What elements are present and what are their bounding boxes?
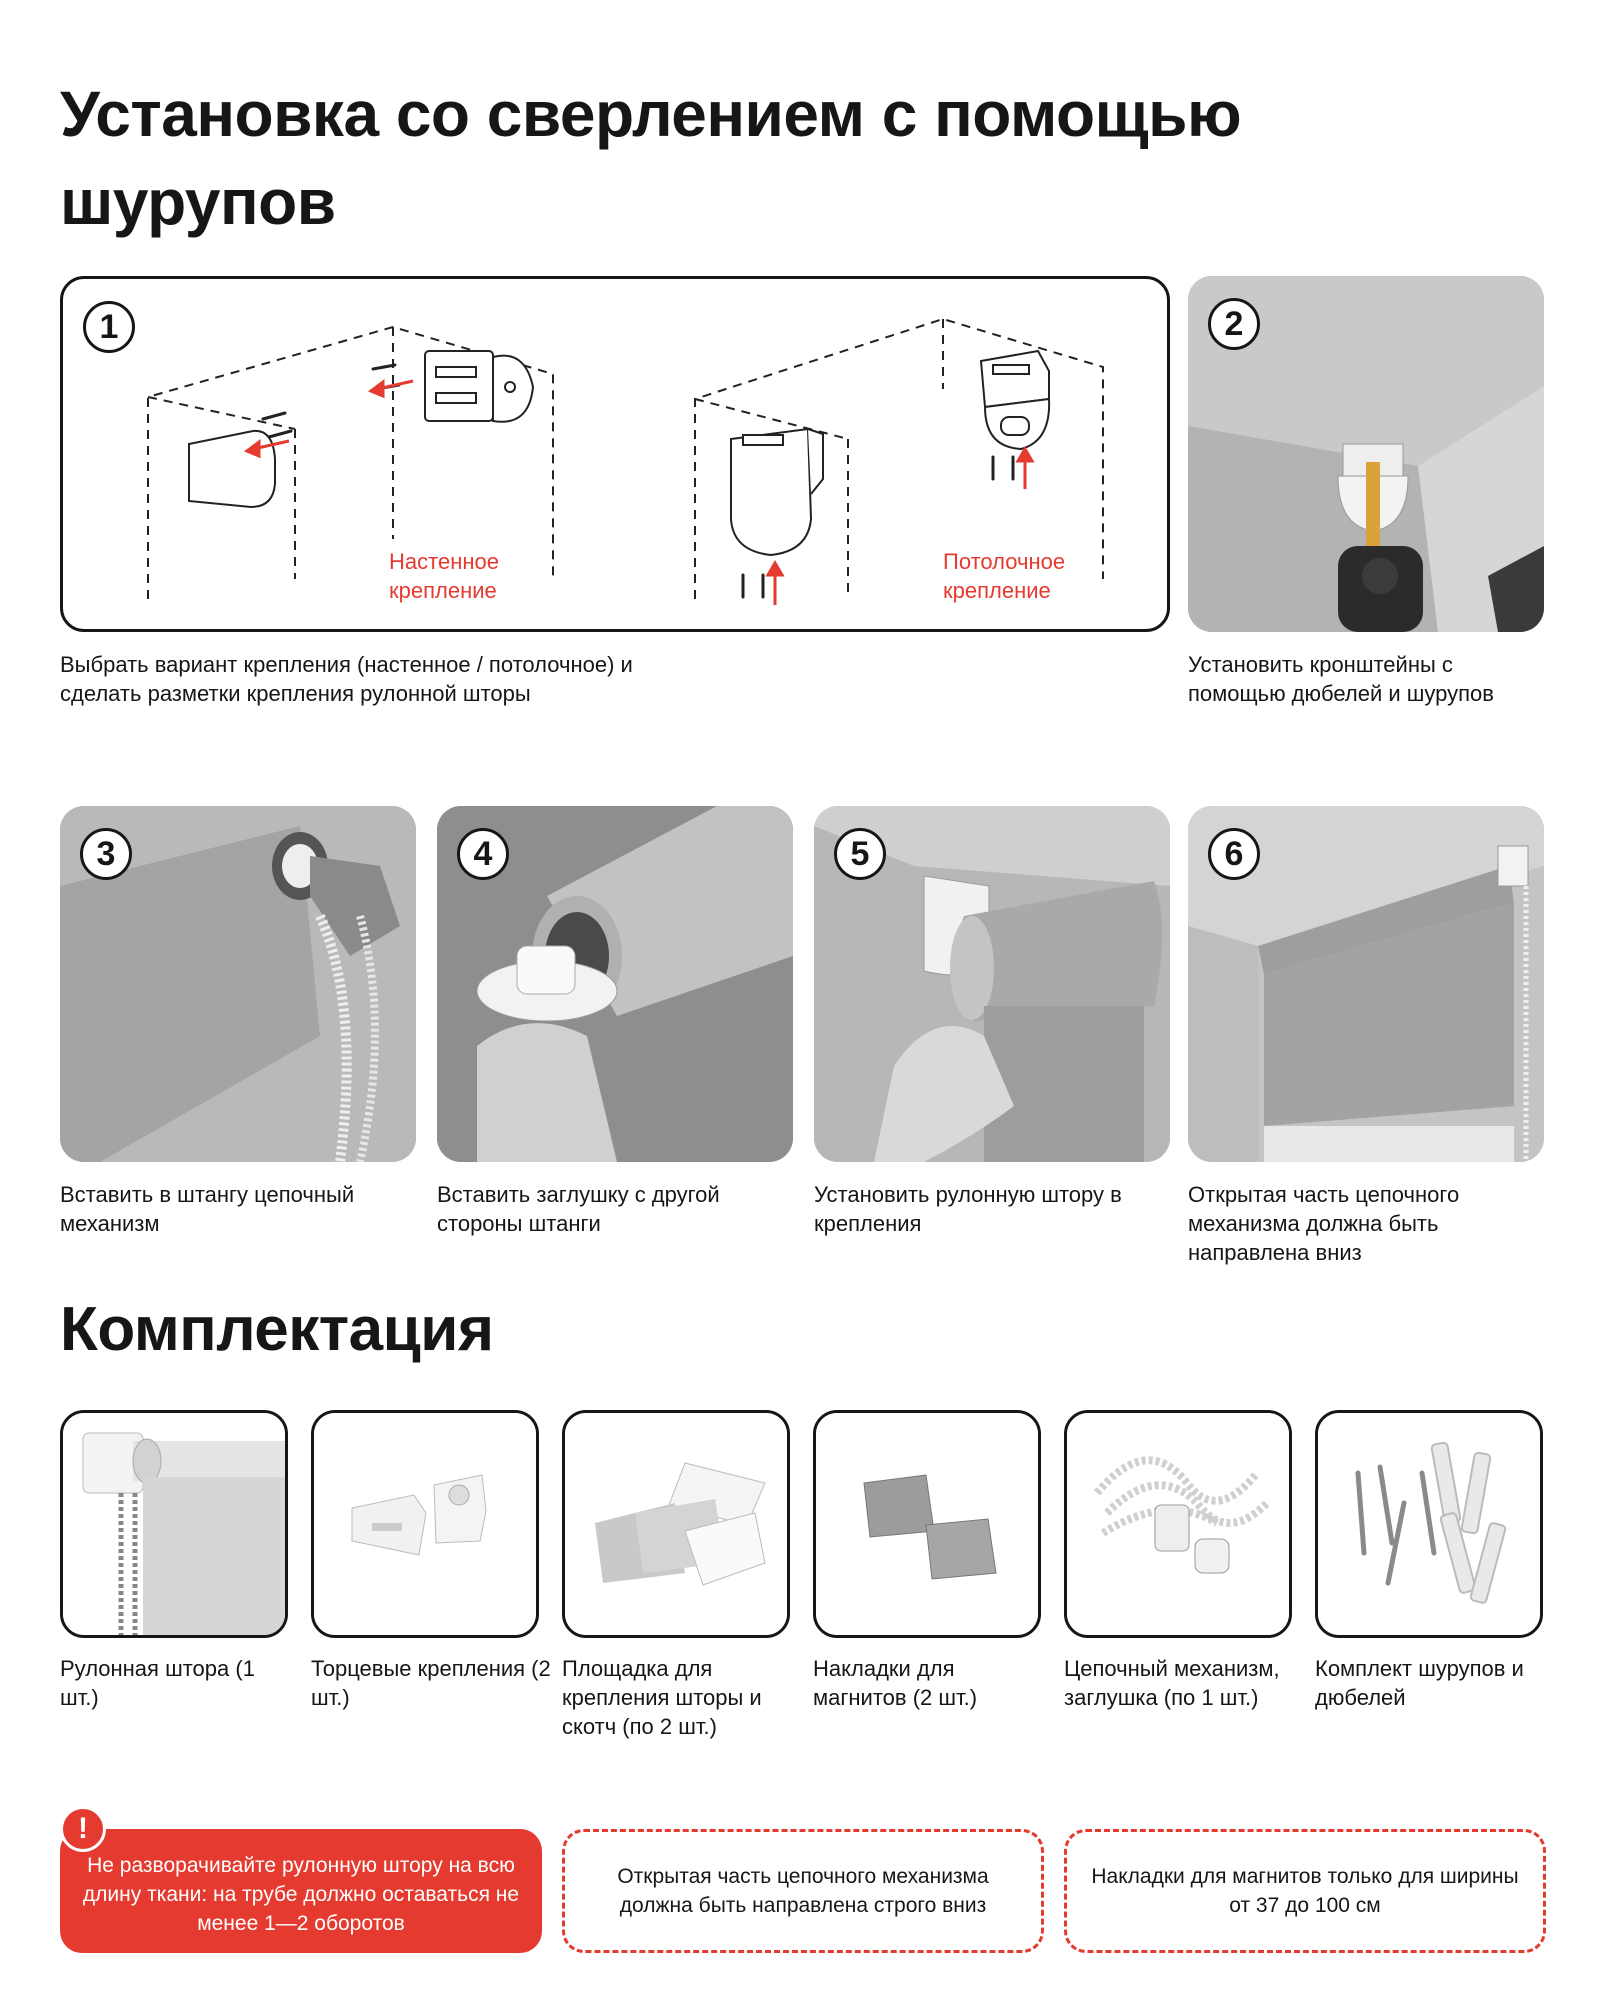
magnet-plates-icon [816,1413,1038,1635]
warning-note: Не разворачивайте рулонную штору на всю длину ткани: на трубе должно оставаться не менее 1—2 оборотов [60,1829,542,1953]
step-4-caption: Вставить заглушку с другой стороны штанги [437,1182,720,1236]
mounting-pads-icon [565,1413,787,1635]
kit-caption-6: Комплект шурупов и дюбелей [1315,1656,1524,1710]
kit-caption-4: Накладки для магнитов (2 шт.) [813,1656,978,1710]
kit-magnet-plates [813,1410,1041,1638]
kit-caption-3: Площадка для крепления шторы и скотч (по 2 шт.) [562,1656,762,1739]
ceiling-mount-label: Потолочное крепление [943,549,1066,603]
step-number-2: 2 [1208,298,1260,350]
kit-chain-mechanism [1064,1410,1292,1638]
kit-caption-2: Торцевые крепления (2 шт.) [311,1656,551,1710]
roller-blind-icon [63,1413,285,1635]
magnets-note: Накладки для магнитов только для ширины от 37 до 100 см [1064,1829,1546,1953]
step-2-caption: Установить кронштейны с помощью дюбелей и шурупов [1188,652,1494,706]
kit-roller-blind [60,1410,288,1638]
step-5-caption: Установить рулонную штору в крепления [814,1182,1122,1236]
kit-title: Комплектация [60,1295,494,1364]
step-4-photo [437,806,793,1162]
chain-mechanism-icon [1067,1413,1289,1635]
step-1-caption: Выбрать вариант крепления (настенное / потолочное) и сделать разметки крепления рулонной шторы [60,652,633,706]
step-number-5: 5 [834,828,886,880]
kit-caption-1: Рулонная штора (1 шт.) [60,1656,255,1710]
chain-note: Открытая часть цепочного механизма должна быть направлена строго вниз [562,1829,1044,1953]
warning-icon: ! [60,1806,106,1852]
end-brackets-icon [314,1413,536,1635]
step-6-caption: Открытая часть цепочного механизма должна быть направлена вниз [1188,1182,1460,1265]
step-number-3: 3 [80,828,132,880]
step-3-caption: Вставить в штангу цепочный механизм [60,1182,355,1236]
kit-caption-5: Цепочный механизм, заглушка (по 1 шт.) [1064,1656,1280,1710]
kit-end-brackets [311,1410,539,1638]
step-5-photo [814,806,1170,1162]
kit-screws-dowels [1315,1410,1543,1638]
wall-mount-label: Настенное крепление [389,549,499,603]
screws-dowels-icon [1318,1413,1540,1635]
step-number-1: 1 [83,301,135,353]
step-2-photo [1188,276,1544,632]
step-3-photo [60,806,416,1162]
kit-mounting-pads [562,1410,790,1638]
step-number-6: 6 [1208,828,1260,880]
step-6-photo [1188,806,1544,1162]
step-number-4: 4 [457,828,509,880]
page-title: Установка со сверлением с помощью шурупов [60,78,1242,238]
step-1-diagram [60,276,1170,632]
